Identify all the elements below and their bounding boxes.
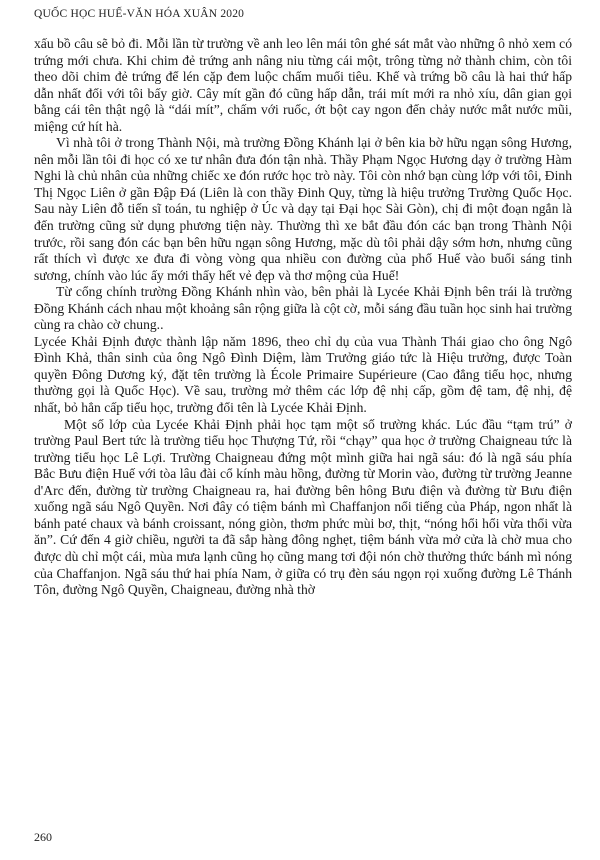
paragraph: Một số lớp của Lycée Khải Định phải học tạm một số trường khác. Lúc đầu “tạm trú” ở trường Paul Bert tức là trường tiểu học Thượng Tứ, rồi “chạy” qua học ở trường Chaigneau tức là trường tiểu học Lê Lợi. Trường Chaigneau đứng một mình giữa hai ngã sáu: đó là ngã sáu phía Bắc Bưu điện Huế với tòa lâu đài cổ kính màu hồng, đường từ Morin vào, đường từ trường Jeanne d'Arc đến, đường từ trường Chaigneau ra, hai đường bên hông Bưu điện và đường từ Bưu điện xuống ngã sáu Ngô Quyền. Nơi đây có tiệm bánh mì Chaffanjon nổi tiếng của Pháp, ngon nhất là bánh paté chaux và bánh croissant, nóng giòn, thơm phức mùi bơ, thịt, “nóng hổi hổi vừa thổi vừa ăn”. Cứ đến 4 giờ chiều, người ta đã sắp hàng đông nghẹt, tiệm bánh vừa mở cửa là chờ mua cho được dù chỉ một cái, mùa mưa lạnh cũng họ cũng mang tơi đội nón chờ thưởng thức bánh mì nóng của Chaffanjon. Ngã sáu thứ hai phía Nam, ở giữa có trụ đèn sáu ngọn rọi xuống đường Lê Thánh Tôn, đường Ngô Quyền, Chaigneau, đường nhà thờ <box>34 416 572 598</box>
paragraph: Vì nhà tôi ở trong Thành Nội, mà trường Đồng Khánh lại ở bên kia bờ hữu ngạn sông Hương, nên mỗi lần tôi đi học có xe tư nhân đưa đón tận nhà. Thầy Phạm Ngọc Hương dạy ở trường Hàm Nghi là chủ nhân của những chiếc xe đón rước học trò này. Tôi còn nhớ bạn cùng lớp với tôi, Đinh Thị Ngọc Liên ở gần Đập Đá (Liên là con thầy Đinh Quy, từng là hiệu trưởng Trường Quốc Học. Sau này Liên đỗ tiến sĩ toán, tu nghiệp ở Úc và dạy tại Đại học Sài Gòn), chị đi một đoạn ngắn là đến trường cũng sử dụng phương tiện này. Thường thì xe bắt đầu đón các bạn trong Thành Nội trước, rồi sang đón các bạn bên hữu ngạn sông Hương, mặc dù tôi phải dậy sớm hơn, nhưng cũng rất thích vì được xe đưa đi vòng vòng qua nhiều con đường của phố Huế vào buổi sáng tinh sương, chính vào lúc ấy mới thấy hết vẻ đẹp và thơ mộng của Huế! <box>34 135 572 283</box>
paragraph: Từ cổng chính trường Đồng Khánh nhìn vào, bên phải là Lycée Khải Định bên trái là trường Đồng Khánh cách nhau một khoảng sân rộng giữa là cột cờ, mỗi sáng đầu tuần học sinh hai trường cùng ra chào cờ chung.. <box>34 284 573 333</box>
page-number: 260 <box>34 830 52 844</box>
running-header: QUỐC HỌC HUẾ-VĂN HÓA XUÂN 2020 <box>34 8 245 20</box>
article-body <box>34 36 572 599</box>
paragraph-continued: xấu bồ câu sẽ bỏ đi. Mỗi lần từ trường về anh leo lên mái tôn ghé sát mắt vào những ô nhỏ xem có trứng mới chưa. Khi chim đẻ trứng anh nâng niu từng cái một, trông từng nở thành chim, còn tôi theo dõi chim đẻ trứng để lén cặp đem luộc chấm muối tiêu. Khế và trứng bồ câu là hai thứ hấp dẫn nhất đối với tôi bấy giờ. Cây mít gần đó cũng hấp dẫn, trái mít mới ra nhỏ xíu, dân gian gọi bằng cái tên thật ngộ là “dái mít”, chấm với ruốc, ớt bột cay ngon đến chảy nước mắt nước mũi, miệng cứ hít hà. <box>34 36 572 134</box>
paragraph: Lycée Khải Định được thành lập năm 1896, theo chỉ dụ của vua Thành Thái giao cho ông Ngô Đình Khả, thân sinh của ông Ngô Đình Diệm, làm Trưởng giáo tức là Hiệu trưởng, được Toàn quyền Đông Dương ký, đặt tên trường là École Primaire Supérieure (Cao đẳng tiểu học, nhưng thường gọi là Quốc Học). Về sau, trường mở thêm các lớp đệ nhị cấp, gồm đệ tam, đệ nhị, đệ nhất, bỏ hẳn cấp tiểu học, trường đổi tên là Lycée Khải Định. <box>34 333 572 416</box>
